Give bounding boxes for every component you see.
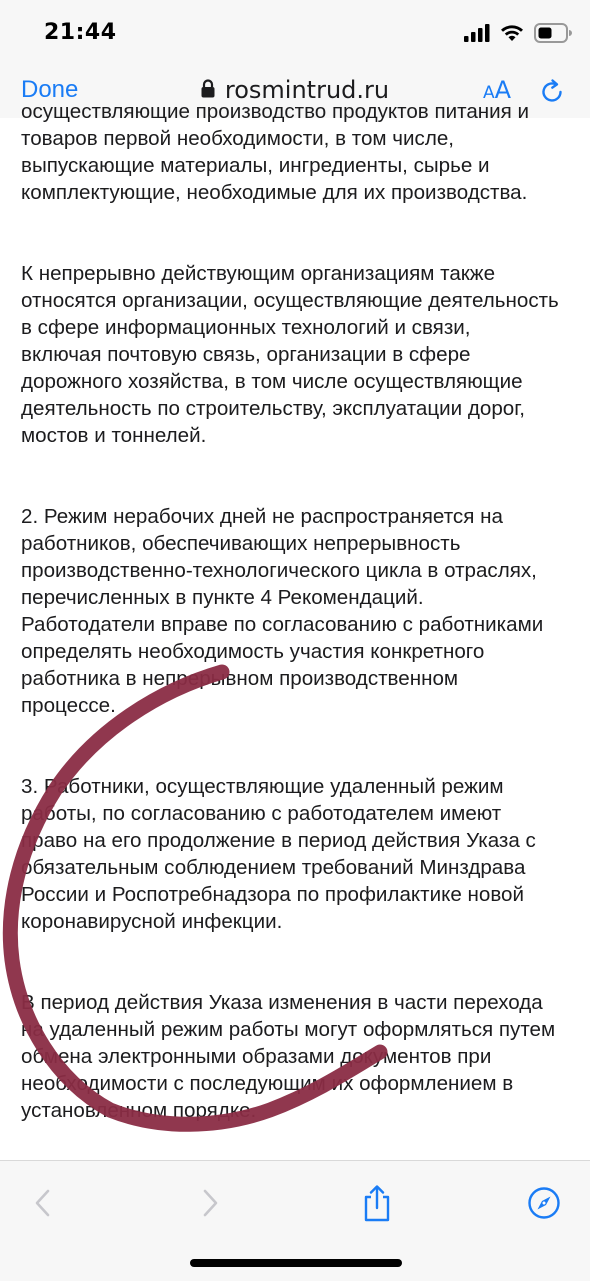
back-button[interactable] [21, 1181, 65, 1225]
home-indicator [190, 1259, 402, 1267]
paragraph-continuous-organizations: К непрерывно действующим организациям также относятся организации, осуществляющие деятельность в сфере информационных технологий и связи, включая почтовую связь, организации в сфере дорожного хозяйства, в том числе осуществляющие деятельность по строительству, эксплуатации дорог, мостов и тоннелей. [21, 262, 559, 447]
paragraph-item-2: 2. Режим нерабочих дней не распространяется на работников, обеспечивающих непрерывность производственно-технологического цикла в отраслях, перечисленных в пункте 4 Рекомендаций. Работодатели вправе по согласованию с работниками определять необходимость участия конкретного работника в непрерывном производственном процессе. [21, 505, 544, 717]
paragraph-producers: осуществляющие производство продуктов питания и товаров первой необходимости, в том числе, выпускающие материалы, ингредиенты, сырье и комплектующие, необходимые для их производства. [21, 100, 530, 204]
cellular-signal-icon [464, 24, 490, 47]
battery-icon [534, 23, 572, 48]
article-body [21, 98, 581, 1151]
text-size-small-a: A [483, 83, 495, 103]
status-icons [464, 22, 572, 48]
paragraph-remote-docs: В период действия Указа изменения в части перехода на удаленный режим работы могут оформляться путем обмена электронными образами документов при необходимости с последующим их оформлением в установленном порядке. [21, 991, 556, 1122]
web-content[interactable] [0, 100, 590, 1160]
text-size-big-a: A [494, 76, 512, 104]
wifi-icon [500, 24, 524, 47]
compass-icon [527, 1186, 561, 1220]
share-icon [362, 1184, 392, 1222]
share-button[interactable] [355, 1181, 399, 1225]
chevron-right-icon [200, 1188, 220, 1218]
open-in-safari-button[interactable] [522, 1181, 566, 1225]
status-bar [0, 0, 590, 66]
forward-button[interactable] [188, 1181, 232, 1225]
chevron-left-icon [33, 1188, 53, 1218]
paragraph-item-3: 3. Работники, осуществляющие удаленный режим работы, по согласованию с работодателем имеют право на его продолжение в период действия Указа с обязательным соблюдением требований Минздрава России и Роспотребнадзора по профилактике новой коронавирусной инфекции. [21, 775, 536, 933]
url-text: rosmintrud.ru [224, 76, 390, 104]
status-time: 21:44 [44, 20, 117, 45]
done-button[interactable]: Done [21, 76, 79, 103]
